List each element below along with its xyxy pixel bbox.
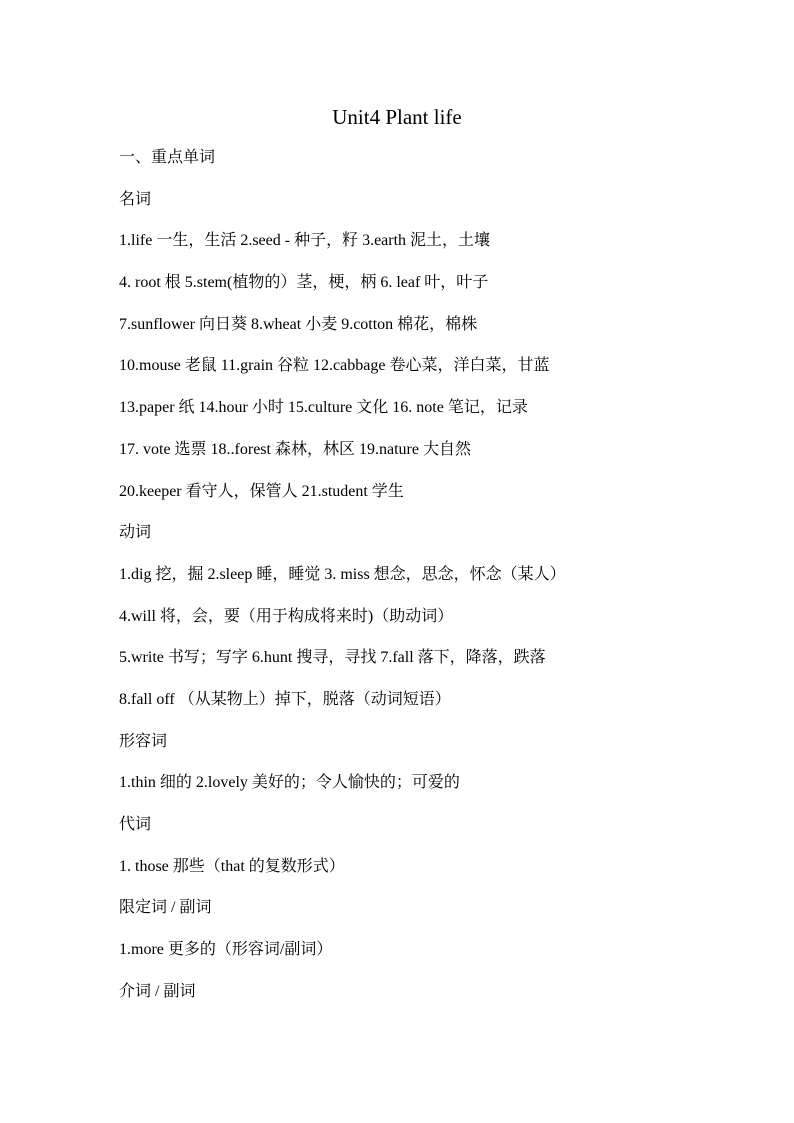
category-verbs: 动词 <box>119 524 152 542</box>
vocab-line: 1. those 那些（that 的复数形式） <box>119 857 345 875</box>
document-title: Unit4 Plant life <box>332 105 462 129</box>
vocab-line: 20.keeper 看守人，保管人 21.student 学生 <box>119 482 404 500</box>
vocab-line: 17. vote 选票 18..forest 森林，林区 19.nature 大自然 <box>119 440 471 458</box>
vocab-line: 1.more 更多的（形容词/副词） <box>119 941 333 959</box>
vocab-line: 8.fall off （从某物上）掉下，脱落（动词短语） <box>119 690 451 708</box>
vocab-line: 4. root 根 5.stem(植物的）茎，梗，柄 6. leaf 叶，叶子 <box>119 274 489 292</box>
vocab-line: 1.dig 挖，掘 2.sleep 睡，睡觉 3. miss 想念，思念，怀念（某人） <box>119 565 566 583</box>
category-prepositions-adverbs: 介词 / 副词 <box>119 982 196 1000</box>
category-pronouns: 代词 <box>119 816 152 833</box>
category-determiners-adverbs: 限定词 / 副词 <box>119 899 212 917</box>
vocab-line: 10.mouse 老鼠 11.grain 谷粒 12.cabbage 卷心菜，洋白菜，甘蓝 <box>119 357 550 375</box>
vocab-line: 5.write 书写；写字 6.hunt 搜寻，寻找 7.fall 落下，降落，跌落 <box>119 649 546 667</box>
vocab-line: 13.paper 纸 14.hour 小时 15.culture 文化 16. note 笔记，记录 <box>119 399 528 417</box>
vocab-line: 1.thin 细的 2.lovely 美好的；令人愉快的；可爱的 <box>119 774 460 792</box>
section-heading-key-words: 一、重点单词 <box>119 149 216 166</box>
vocab-line: 4.will 将，会，要（用于构成将来时)（助动词） <box>119 607 454 625</box>
category-nouns: 名词 <box>119 190 152 208</box>
category-adjectives: 形容词 <box>119 732 168 750</box>
document-body <box>119 145 759 1020</box>
vocab-line: 7.sunflower 向日葵 8.wheat 小麦 9.cotton 棉花，棉株 <box>119 315 478 333</box>
vocab-line: 1.life 一生，生活 2.seed - 种子，籽 3.earth 泥土，土壤 <box>119 232 491 250</box>
